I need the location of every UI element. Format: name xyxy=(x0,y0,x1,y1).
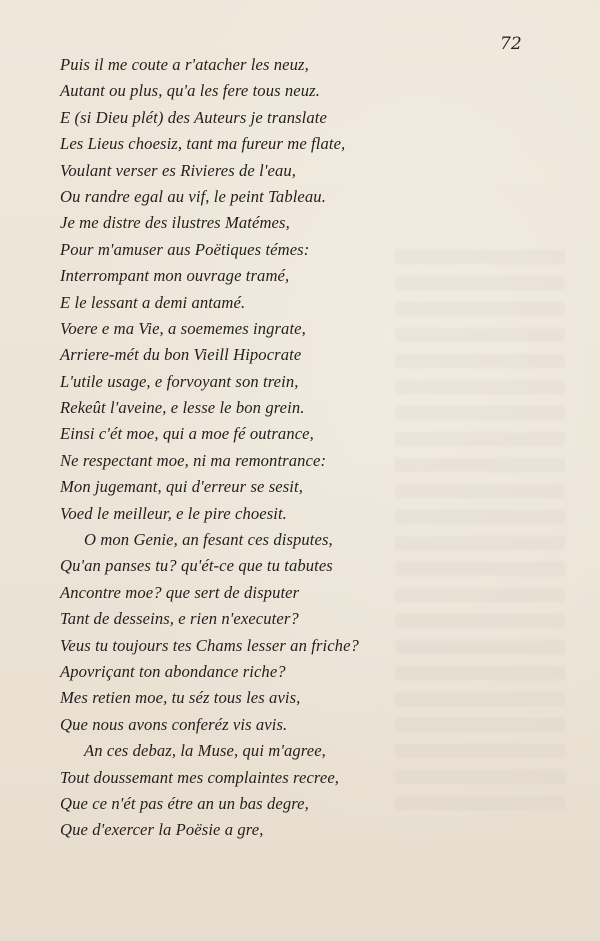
verse-line: Les Lieus choesiz, tant ma fureur me flate, xyxy=(60,134,346,154)
verse-line: L'utile usage, e forvoyant son trein, xyxy=(60,371,299,391)
verse-line: Qu'an panses tu? qu'ét-ce que tu tabutes xyxy=(60,556,333,576)
verse-line: Que nous avons conferéz vis avis. xyxy=(60,714,288,734)
verse-line: Ou randre egal au vif, le peint Tableau. xyxy=(60,186,326,206)
verse-line: Veus tu toujours tes Chams lesser an friche? xyxy=(60,635,359,655)
verse-line: Ancontre moe? que sert de disputer xyxy=(60,582,300,602)
page-number: 72 xyxy=(500,34,522,54)
verse-line: Puis il me coute a r'atacher les neuz, xyxy=(60,55,309,74)
verse-line: Pour m'amuser aus Poëtiques témes: xyxy=(60,239,310,259)
verse-line: Que ce n'ét pas étre an un bas degre, xyxy=(60,793,309,813)
verse-line: Tant de desseins, e rien n'executer? xyxy=(60,609,299,629)
verse-line: Ne respectant moe, ni ma remontrance: xyxy=(60,450,327,470)
verse-line: Rekeût l'aveine, e lesse le bon grein. xyxy=(60,398,305,418)
verse-line: E le lessant a demi antamé. xyxy=(60,292,246,312)
verse-line: Voulant verser es Rivieres de l'eau, xyxy=(60,160,297,180)
verse-line: O mon Genie, an fesant ces disputes, xyxy=(84,530,333,550)
verse-line: Apovriçant ton abondance riche? xyxy=(60,661,286,681)
verse-line: Mon jugemant, qui d'erreur se sesit, xyxy=(60,477,303,497)
verse-line: Voere e ma Vie, a soememes ingrate, xyxy=(60,318,306,338)
verse-line: An ces debaz, la Muse, qui m'agree, xyxy=(84,741,326,761)
verse-line: Tout doussemant mes complaintes recree, xyxy=(60,767,340,787)
verse-line: E (si Dieu plét) des Auteurs je translate xyxy=(60,107,327,127)
verse-line: Mes retien moe, tu séz tous les avis, xyxy=(60,688,301,708)
verse-line: Autant ou plus, qu'a les fere tous neuz. xyxy=(60,81,320,101)
verse-line: Arriere-mét du bon Vieill Hipocrate xyxy=(60,345,302,365)
verse-line: Que d'exercer la Poësie a gre, xyxy=(60,820,264,840)
poem-text xyxy=(60,52,480,844)
verse-line: Interrompant mon ouvrage tramé, xyxy=(60,266,290,286)
verse-line: Voed le meilleur, e le pire choesit. xyxy=(60,503,287,523)
verse-line: Je me distre des ilustres Matémes, xyxy=(60,213,290,233)
verse-line: Einsi c'ét moe, qui a moe fé outrance, xyxy=(60,424,314,444)
